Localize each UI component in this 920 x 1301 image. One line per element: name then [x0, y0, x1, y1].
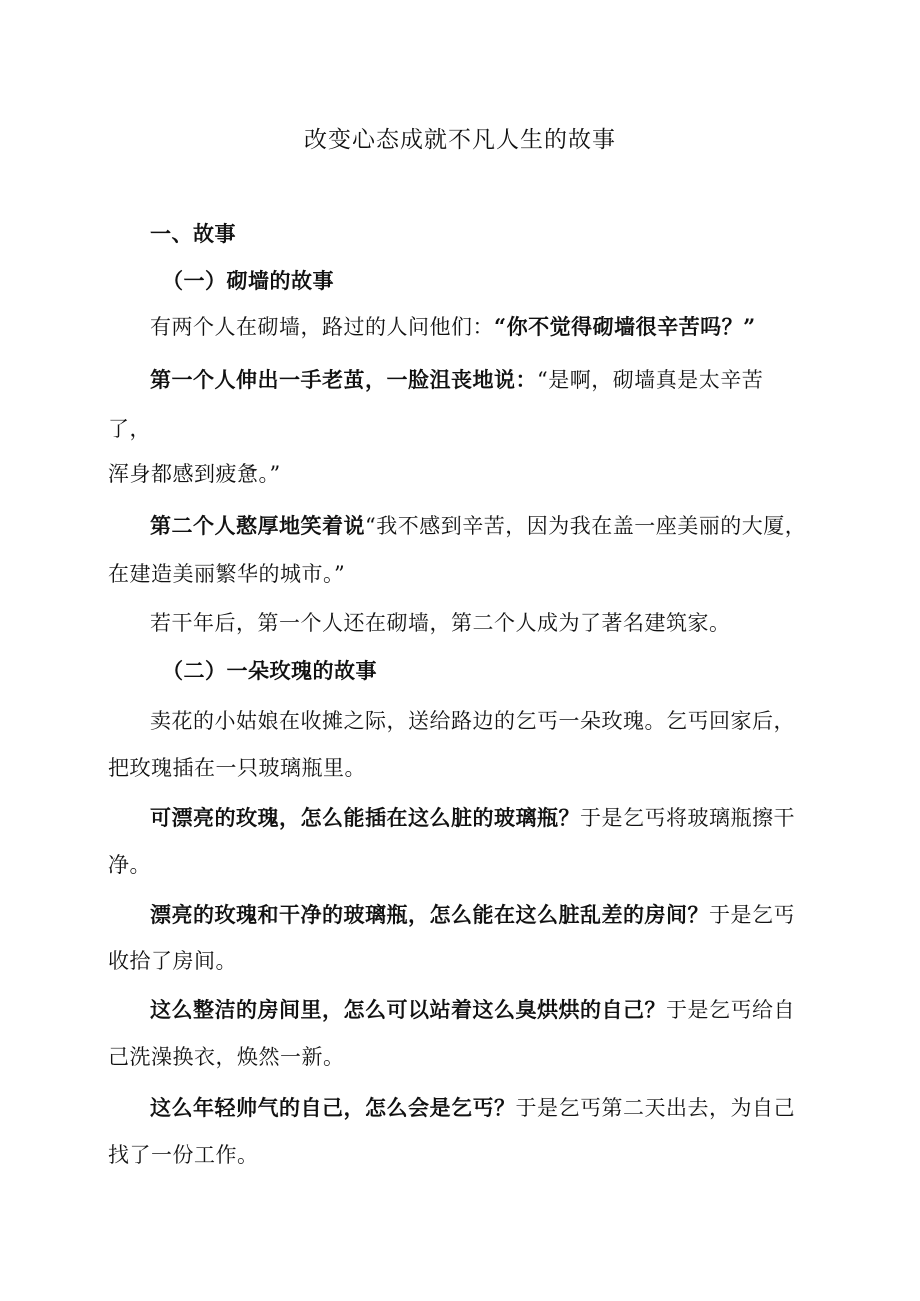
story2-p3-line2: 收拾了房间。	[108, 949, 237, 973]
story2-paragraph-5	[150, 1094, 795, 1122]
story2-p4-text: 于是乞丐给自	[666, 998, 795, 1022]
story1-paragraph-1	[150, 313, 756, 341]
story2-p2-line2: 净。	[108, 853, 151, 877]
story1-paragraph-2	[150, 366, 763, 394]
story2-p4-bold: 这么整洁的房间里，怎么可以站着这么臭烘烘的自己？	[150, 997, 666, 1022]
story1-p3-line2: 在建造美丽繁华的城市。”	[108, 562, 346, 586]
story1-p1-quote: “你不觉得砌墙很辛苦吗？”	[494, 314, 756, 339]
story2-p5-bold: 这么年轻帅气的自己，怎么会是乞丐？	[150, 1095, 516, 1120]
story2-p2-bold: 可漂亮的玫瑰，怎么能插在这么脏的玻璃瓶？	[150, 805, 580, 830]
story2-p5-text: 于是乞丐第二天出去，为自己	[515, 1096, 795, 1120]
story2-p1-line1: 卖花的小姑娘在收摊之际，送给路边的乞丐一朵玫瑰。乞丐回家后，	[150, 709, 795, 733]
story1-heading-text: （一）砌墙的故事	[162, 268, 334, 293]
story1-paragraph-3	[150, 512, 806, 540]
story1-p3-text: “我不感到辛苦，因为我在盖一座美丽的大厦，	[365, 514, 807, 538]
section-heading	[150, 220, 236, 248]
story1-heading	[162, 267, 334, 295]
story2-p3-bold: 漂亮的玫瑰和干净的玻璃瓶，怎么能在这么脏乱差的房间？	[150, 902, 709, 927]
story1-p2-text: “是啊，砌墙真是太辛苦	[537, 368, 764, 392]
story2-paragraph-3	[150, 901, 795, 929]
story2-paragraph-4	[150, 996, 795, 1024]
story2-heading-text: （二）一朵玫瑰的故事	[162, 658, 377, 683]
story2-p5-line2: 找了一份工作。	[108, 1143, 259, 1167]
story1-paragraph-4: 若干年后，第一个人还在砌墙，第二个人成为了著名建筑家。	[150, 611, 731, 635]
story2-paragraph-2	[150, 804, 795, 832]
section-heading-text: 一、故事	[150, 221, 236, 246]
page-title: 改变心态成就不凡人生的故事	[304, 127, 616, 153]
story2-p3-text: 于是乞丐	[709, 903, 795, 927]
story1-p1-text: 有两个人在砌墙，路过的人问他们：	[150, 315, 494, 339]
story1-p2-line2: 了，	[108, 417, 151, 441]
story2-p4-line2: 己洗澡换衣，焕然一新。	[108, 1045, 345, 1069]
story1-p3-bold: 第二个人憨厚地笑着说	[150, 513, 365, 538]
story2-p1-line2: 把玫瑰插在一只玻璃瓶里。	[108, 756, 366, 780]
story1-p2-bold: 第一个人伸出一手老茧，一脸沮丧地说：	[150, 367, 537, 392]
story1-p2-line3: 浑身都感到疲惫。”	[108, 462, 281, 486]
story2-heading	[162, 657, 377, 685]
story2-p2-text: 于是乞丐将玻璃瓶擦干	[580, 806, 795, 830]
